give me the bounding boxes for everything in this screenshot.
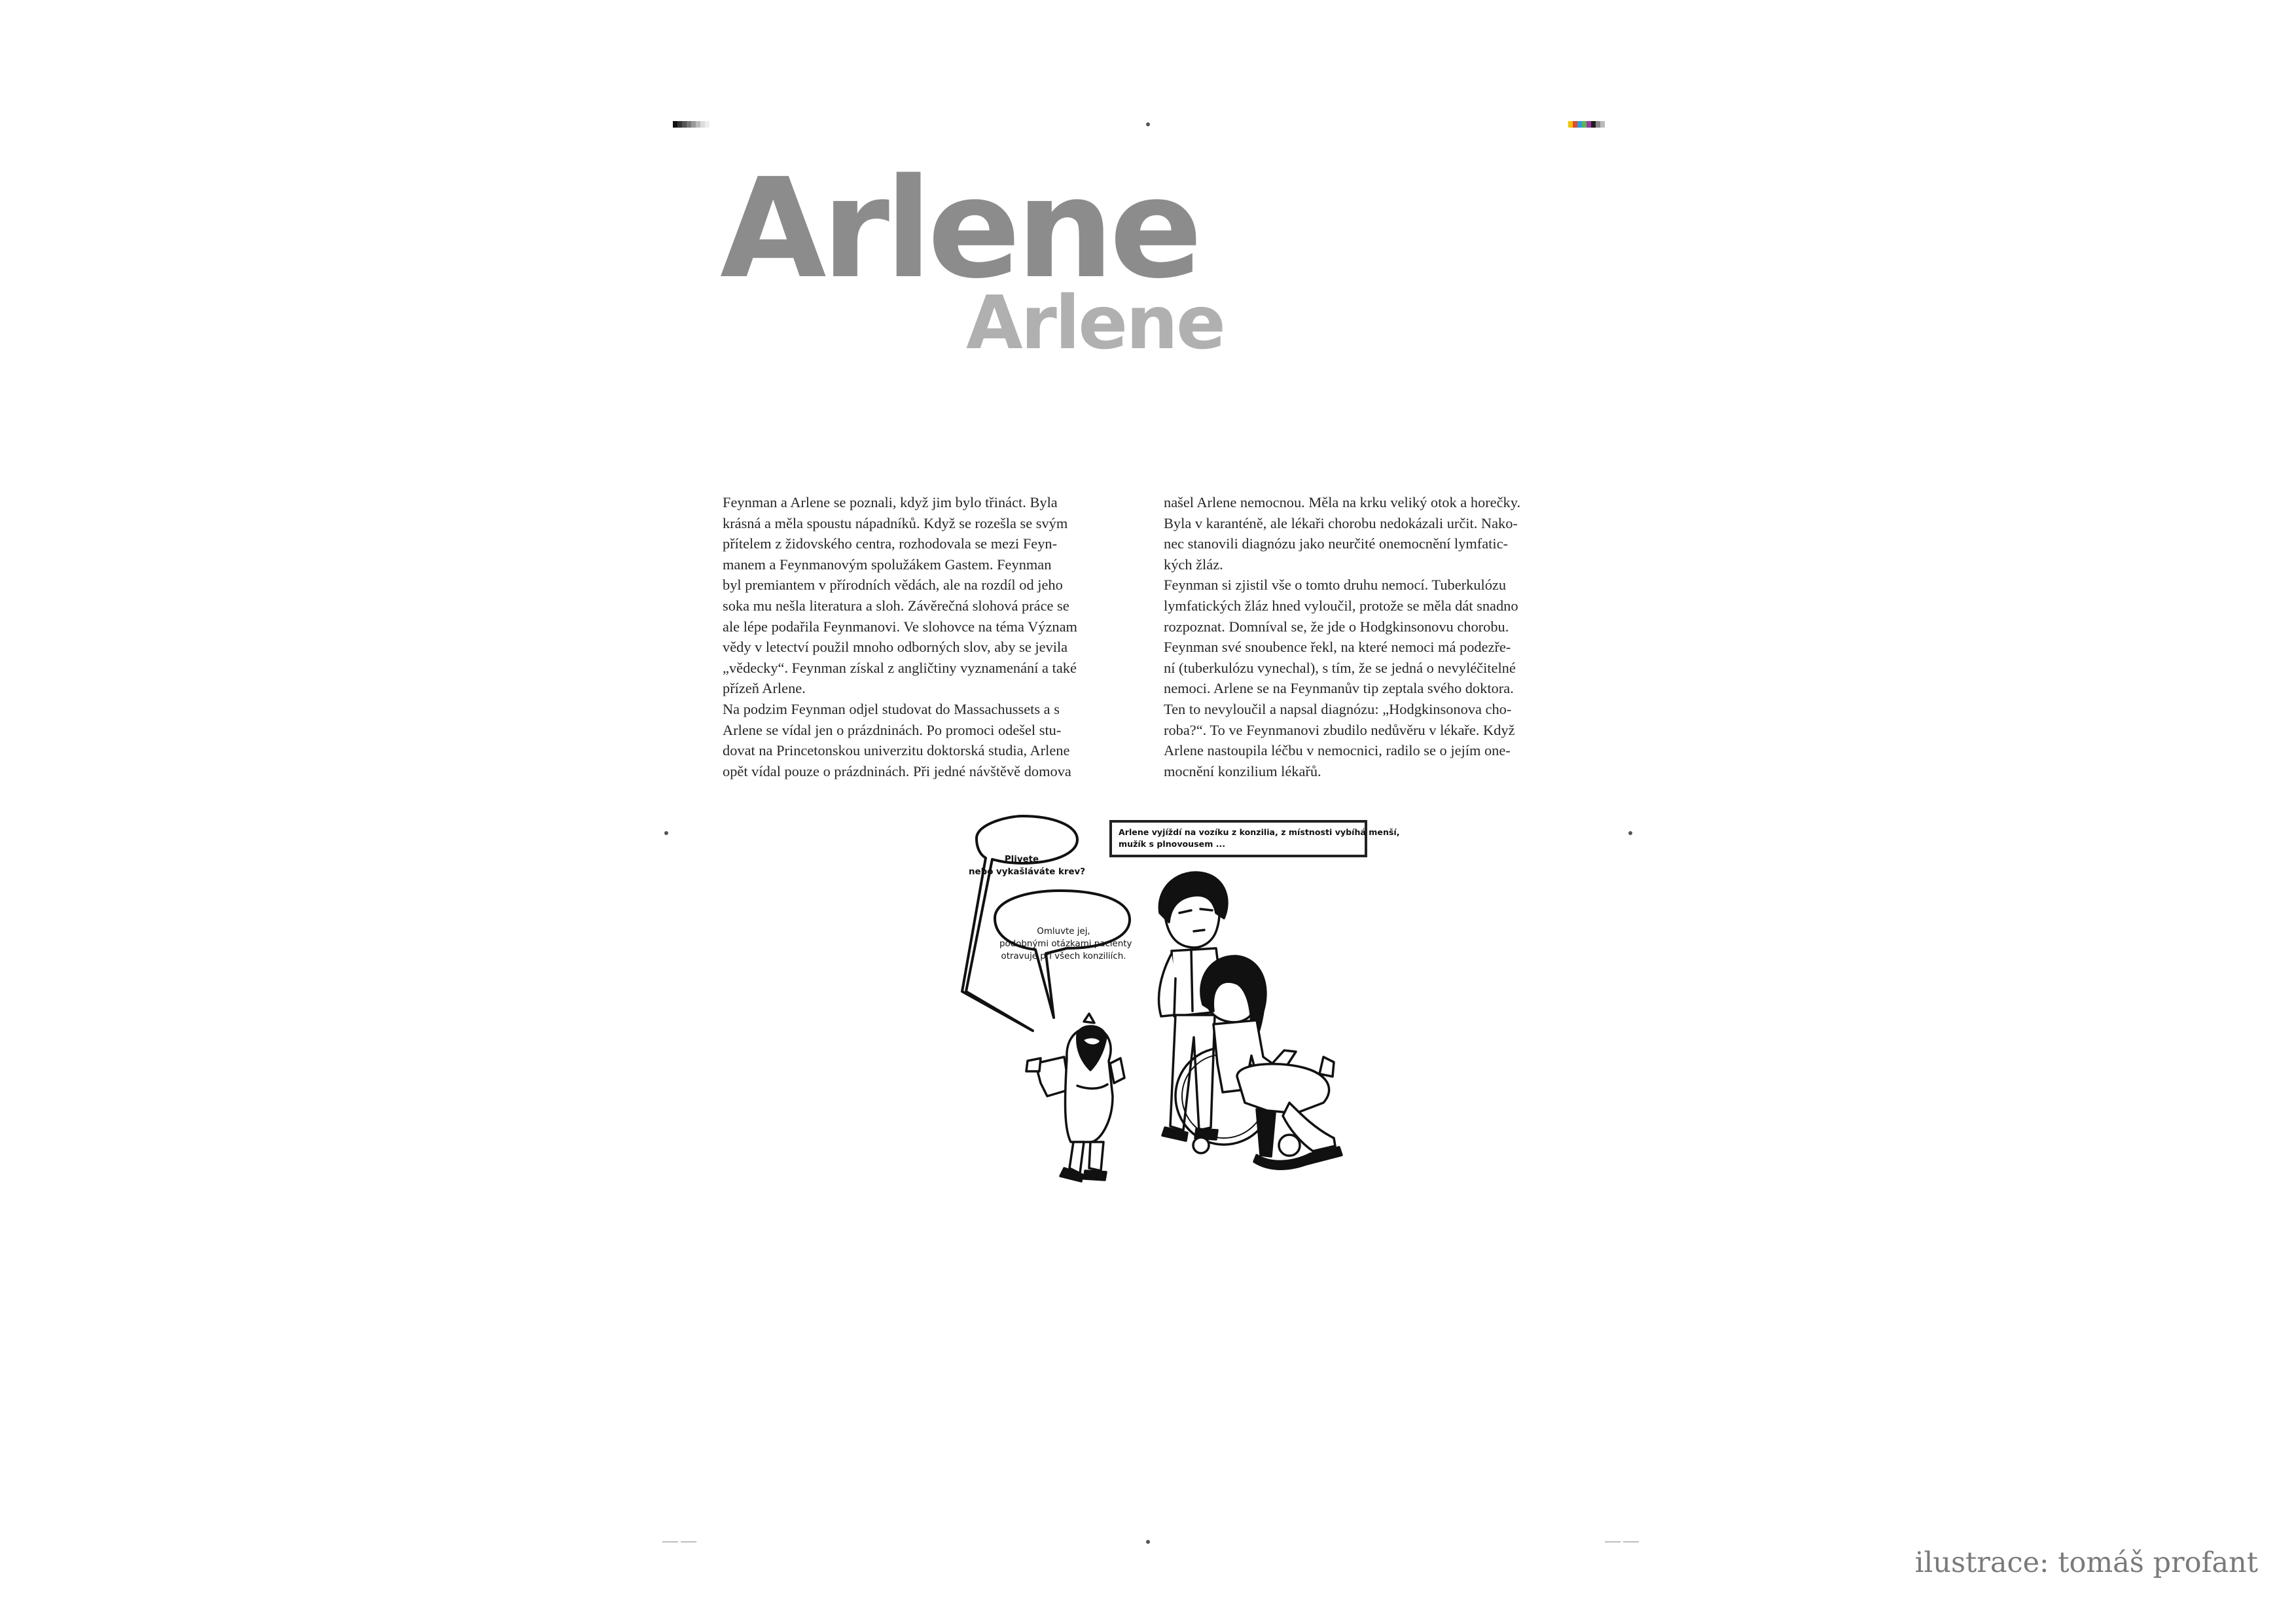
bubble-line: otravuje při všech konziliích. — [1001, 952, 1126, 961]
registration-dot-left — [664, 831, 668, 835]
text-line: kých žláz. — [1164, 556, 1223, 573]
text-line: byl premiantem v přírodních vědách, ale na rozdíl od jeho — [723, 577, 1063, 594]
text-line: Arlene nastoupila léčbu v nemocnici, radilo se o jejím one- — [1164, 742, 1511, 759]
text-line: lymfatických žláz hned vyloučil, protože se měla dát snadno — [1164, 597, 1518, 614]
text-line: Feynman a Arlene se poznali, když jim bylo třináct. Byla — [723, 494, 1058, 510]
speech-bubble-1-text — [969, 853, 1086, 878]
bubble-line: Omluvte jej, — [1037, 927, 1090, 936]
text-line: opět vídal pouze o prázdninách. Při jedné návštěvě domova — [723, 762, 1071, 779]
color-registration-strip — [1568, 121, 1605, 128]
registration-dot-bottom — [1146, 1540, 1150, 1544]
text-line: ale lépe podařila Feynmanovi. Ve slohovce na téma Význam — [723, 618, 1077, 635]
text-line: Ten to nevyloučil a napsal diagnózu: „Hodgkinsonova cho- — [1164, 700, 1512, 717]
text-line: Na podzim Feynman odjel studovat do Massachussets a s — [723, 700, 1060, 717]
small-doctor-figure — [1026, 1014, 1124, 1181]
text-line: vědy v letectví použil mnoho odborných slov, aby se jevila — [723, 639, 1068, 656]
speech-bubble-2-text — [999, 925, 1132, 963]
page-subtitle: Arlene — [966, 281, 1224, 366]
text-line: našel Arlene nemocnou. Měla na krku veliký otok a horečky. — [1164, 494, 1521, 510]
text-line: ní (tuberkulózu vynechal), s tím, že se jedná o nevyléčitelné — [1164, 659, 1516, 676]
article-column-left — [723, 492, 1123, 781]
crop-mark — [1605, 1541, 1621, 1543]
crop-mark — [681, 1541, 696, 1543]
illustration-credit: ilustrace: tomáš profant — [1914, 1546, 2258, 1579]
text-line: rozpoznat. Domníval se, že jde o Hodgkinsonovu chorobu. — [1164, 618, 1509, 635]
comic-caption-box — [1109, 820, 1400, 857]
text-line: přízeň Arlene. — [723, 680, 806, 697]
crop-mark — [1623, 1541, 1639, 1543]
crop-mark — [662, 1541, 678, 1543]
text-line: Arlene se vídal jen o prázdninách. Po promoci odešel stu- — [723, 721, 1062, 738]
bubble-line: Plivete — [1004, 855, 1039, 865]
bubble-line: podobnými otázkami pacienty — [999, 939, 1132, 949]
text-line: Feynman své snoubence řekl, na které nemoci má podezře- — [1164, 639, 1511, 656]
text-line: nemoci. Arlene se na Feynmanův tip zeptala svého doktora. — [1164, 680, 1514, 697]
text-line: soka mu nešla literatura a sloh. Závěrečná slohová práce se — [723, 597, 1069, 614]
caption-line: Arlene vyjíždí na vozíku z konzilia, z místnosti vybíhá menší, — [1119, 827, 1400, 837]
registration-dot-top — [1146, 122, 1150, 126]
text-line: přítelem z židovského centra, rozhodovala se mezi Feyn- — [723, 535, 1058, 552]
grayscale-registration-strip — [673, 121, 709, 128]
text-line: roba?“. To ve Feynmanovi zbudilo nedůvěru v lékaře. Když — [1164, 721, 1515, 738]
bubble-line: nebo vykašláváte krev? — [969, 867, 1086, 877]
caption-line: mužík s plnovousem ... — [1119, 839, 1226, 849]
text-line: Byla v karanténě, ale lékaři chorobu nedokázali určit. Nako- — [1164, 514, 1518, 531]
text-line: „vědecky“. Feynman získal z angličtiny vyznamenání a také — [723, 659, 1077, 676]
text-line: krásná a měla spoustu nápadníků. Když se rozešla se svým — [723, 514, 1068, 531]
text-line: Feynman si zjistil vše o tomto druhu nemocí. Tuberkulózu — [1164, 577, 1507, 594]
article-column-right — [1164, 492, 1564, 781]
registration-dot-right — [1628, 831, 1632, 835]
text-line: nec stanovili diagnózu jako neurčité onemocnění lymfatic- — [1164, 535, 1508, 552]
text-line: mocnění konzilium lékařů. — [1164, 762, 1321, 779]
text-line: dovat na Princetonskou univerzitu doktorská studia, Arlene — [723, 742, 1070, 759]
text-line: manem a Feynmanovým spolužákem Gastem. Feynman — [723, 556, 1052, 573]
page-title: Arlene — [720, 149, 1198, 309]
